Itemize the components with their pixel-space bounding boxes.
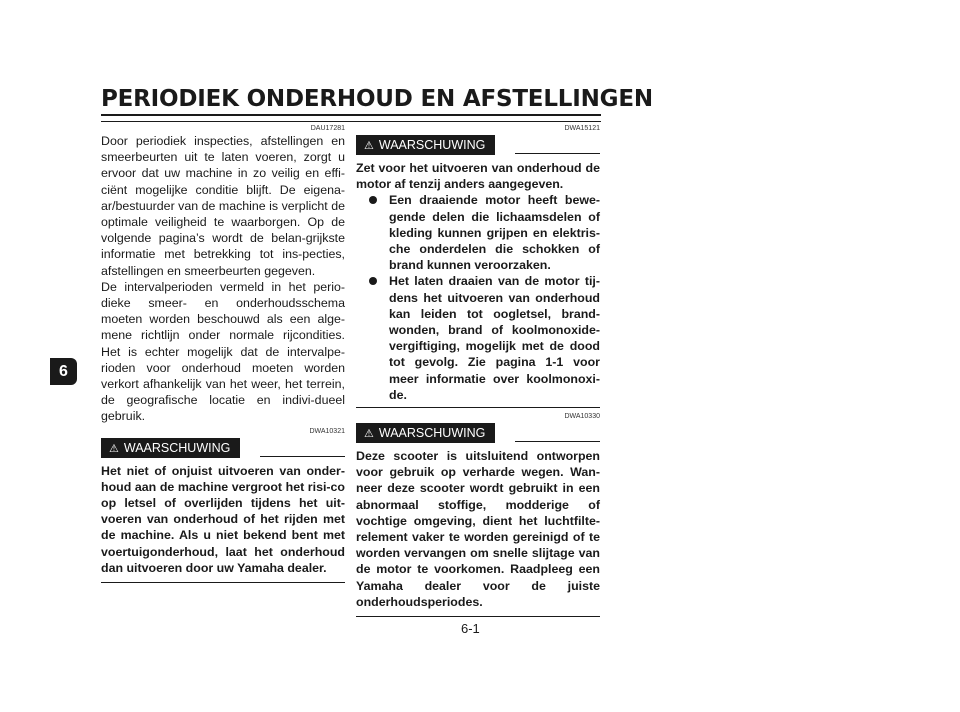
warning-text: Het niet of onjuist uitvoeren van onder-houd aan de machine vergroot het risi-co op letsel of overlijden tijdens het uit-voeren van onderhoud of het rijden met de machine. Als u niet bekend bent met voertuigonderhoud, laat het onderhoud dan uitvoeren door uw Yamaha dealer. [101, 463, 345, 575]
warning-end-rule [356, 407, 600, 408]
list-item: Een draaiende motor heeft bewe-gende delen die lichaamsdelen of kleding kunnen grijpen en elektris-che onderdelen die schokken of brand kunnen veroorzaken. [389, 193, 600, 273]
warning-code: DWA10330 [564, 413, 600, 421]
warning-end-rule [356, 616, 600, 617]
right-column [356, 124, 600, 617]
interval-paragraph: De intervalperioden vermeld in het perio-dieke smeer- en onderhoudsschema moeten worden beschouwd als een alge-mene richtlijn onder normale rijcondities. Het is echter mogelijk dat de intervalpe-rioden voor onderhoud moeten worden verkort afhankelijk van het weer, het terrein, de geografische locatie en indivi-dueel gebruik. [101, 279, 345, 424]
warning-rule [260, 456, 345, 457]
chapter-tab[interactable]: 6 [50, 358, 77, 385]
warning-header [356, 135, 600, 157]
warning-triangle-icon: ⚠ [364, 428, 374, 441]
page-number: 6-1 [461, 621, 480, 636]
warning-rule [515, 153, 600, 154]
warning-label: WAARSCHUWING [123, 440, 231, 455]
page-title: PERIODIEK ONDERHOUD EN AFSTELLINGEN [101, 86, 653, 112]
warning-text: Deze scooter is uitsluitend ontworpen voor gebruik op verharde wegen. Wan-neer deze scooter wordt gebruikt in een abnormaal stoffige, modderige of vochtige omgeving, dient het luchtfilte-relement vaker te worden gereinigd of te worden vervangen om snelle slijtage van de motor te voorkomen. Raadpleeg een Yamaha dealer voor de juiste onderhoudsperiodes. [356, 449, 600, 609]
warning-triangle-icon: ⚠ [364, 140, 374, 152]
intro-paragraph: Door periodiek inspecties, afstellingen en smeerbeurten uit te laten voeren, zorgt u ervoor dat uw machine in zo veilig en effi-ciënt mogelijke conditie blijft. De eigena-ar/bestuurder van de machine is verplicht de optimale veiligheid te waarborgen. Op de volgende pagina’s wordt de belan-grijkste informatie met betrekking tot ins-pecties, afstellingen en smeerbeurten gegeven. [101, 134, 345, 278]
warning-bullet-list [356, 192, 600, 403]
warning-code: DWA10321 [309, 427, 345, 435]
left-column [101, 124, 345, 583]
warning-badge [356, 423, 495, 443]
warning-label: WAARSCHUWING [378, 138, 486, 152]
warning-end-rule [101, 582, 345, 583]
warning-badge [356, 135, 495, 155]
warning-header [356, 423, 600, 445]
warning-header [101, 438, 345, 460]
warning-intro: Zet voor het uitvoeren van onderhoud de motor af tenzij anders aangegeven. [356, 161, 600, 192]
warning-code: DWA15121 [564, 125, 600, 132]
warning-badge [101, 438, 240, 458]
list-item: Het laten draaien van de motor tij-dens het uitvoeren van onderhoud kan leiden tot oogletsel, brand-wonden, brand of koolmonoxide-vergiftiging, mogelijk met de dood tot gevolg. Zie pagina 1-1 voor meer informatie over koolmonoxi-de. [389, 274, 600, 402]
warning-label: WAARSCHUWING [378, 426, 486, 441]
warning-triangle-icon: ⚠ [109, 442, 119, 455]
section-code: DAU17281 [310, 125, 345, 132]
warning-rule [515, 441, 600, 442]
title-divider [101, 114, 601, 122]
